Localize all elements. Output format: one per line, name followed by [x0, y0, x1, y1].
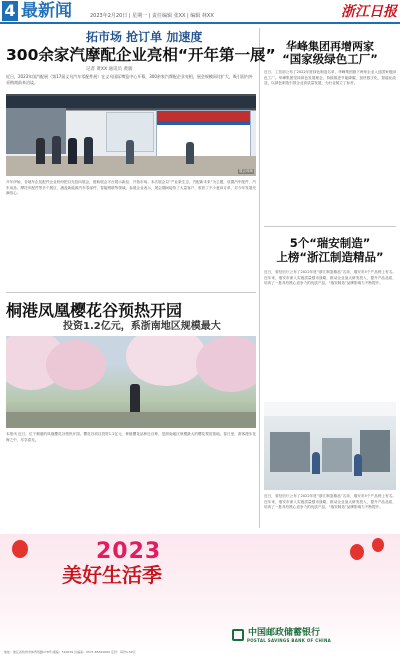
- story-body: 开年伊始，各地车企及配件企业纷纷把目光投向展会，借助展会平台展示新品、开拓市场。本次展会以“产业新生态，汽配新未来”为主题，设置汽车配件、汽车用品、摩托车配件等多个展区，涵盖新能源汽车零部件、智能网联等领域。参展企业表示，展会期间接待了大量客户，收获了不少意向订单，对今年发展充满信心。: [6, 180, 256, 196]
- lantern-icon: [372, 538, 384, 552]
- story-headline: 300余家汽摩配企业亮相“开年第一展”: [6, 46, 276, 64]
- story-byline: 记者 黄XX 通讯员 黄骏: [86, 67, 133, 72]
- right-headline-1: 华峰集团再增两家: [286, 40, 374, 53]
- page-header: [0, 0, 400, 24]
- page-number: 4: [2, 1, 18, 21]
- bank-name: 中国邮政储蓄银行: [248, 628, 321, 638]
- flower-body: 本报讯 近日，位于桐港的凤凰樱花谷预热开园。樱花谷项目投资1.2亿元，种植樱花品种近百种，是浙南地区规模最大的樱花观赏基地。春日里，游客漫步花海之中，尽享春光。: [6, 432, 256, 442]
- bank-advertisement: [0, 534, 400, 656]
- photo-caption: 展会现场: [239, 169, 253, 173]
- story-kicker: 拓市场 抢订单 加速度: [86, 30, 203, 44]
- flower-subheadline: 投资1.2亿元，系浙南地区规模最大: [63, 321, 221, 332]
- ad-slogan: 美好生活季: [62, 563, 162, 587]
- psbc-logo-icon: [232, 629, 244, 641]
- expo-photo: [6, 94, 256, 176]
- bank-name-en: POSTAL SAVINGS BANK OF CHINA: [247, 638, 331, 643]
- ad-year: 2023: [96, 539, 162, 564]
- section-divider: [6, 292, 256, 293]
- flower-headline: 桐港凤凰樱花谷预热开园: [6, 301, 183, 320]
- right-mid-body: 近日，省经信厅公布了2022年度“浙江制造精品”名单，瑞安市5个产品榜上有名。近年来，瑞安市深入实施质量强市战略，推动企业加大研发投入，提升产品品质，培育了一批具有核心竞争力的优质产品，“瑞安制造”品牌影响力不断提升。: [264, 270, 396, 286]
- issue-meta: 2023年2月20日 | 星期一 | 责任编辑 张XX | 编辑 林XX: [90, 13, 214, 19]
- right-headline-2: “国家级绿色工厂”: [282, 52, 378, 66]
- right-mid-headline-2: 上榜“浙江制造精品”: [276, 250, 384, 264]
- factory-photo: [264, 402, 396, 490]
- cherry-blossom-photo: [6, 336, 256, 428]
- right-top-body: 近日，工信部公布了2022年度绿色制造名单，华峰集团旗下两家企业入选国家级绿色工厂。华峰集团坚持绿色发展理念，持续推进节能降碳，加快数字化、智能化改造，以绿色制造引领企业高质量发展，为行业树立了标杆。: [264, 70, 396, 86]
- masthead-logo: 浙江日报: [341, 4, 397, 20]
- section-title: 最新闻: [21, 1, 72, 21]
- page-footer: 地址：浙江省杭州市体育场路178号 邮编：310039 总编室：0571-85310000 定价：每份1.50元: [4, 650, 136, 654]
- lantern-icon: [350, 544, 364, 560]
- right-bottom-body: 近日，省经信厅公布了2022年度“浙江制造精品”名单，瑞安市5个产品榜上有名。近年来，瑞安市深入实施质量强市战略，推动企业加大研发投入，提升产品品质，培育了一批具有核心竞争力的优质产品，“瑞安制造”品牌影响力不断提升。: [264, 494, 396, 510]
- lantern-icon: [12, 540, 28, 558]
- right-mid-headline-1: 5个“瑞安制造”: [289, 236, 371, 250]
- story-lead: 近日，2023年国汽配展（第17届义乌汽车零配件展）在义乌国际博览中心开幕，300余家汽摩配企业亮相，展会规模同比扩大，吸引国内外采购商前来洽谈。: [6, 74, 253, 85]
- section-divider-right: [264, 226, 396, 227]
- column-divider: [259, 28, 260, 528]
